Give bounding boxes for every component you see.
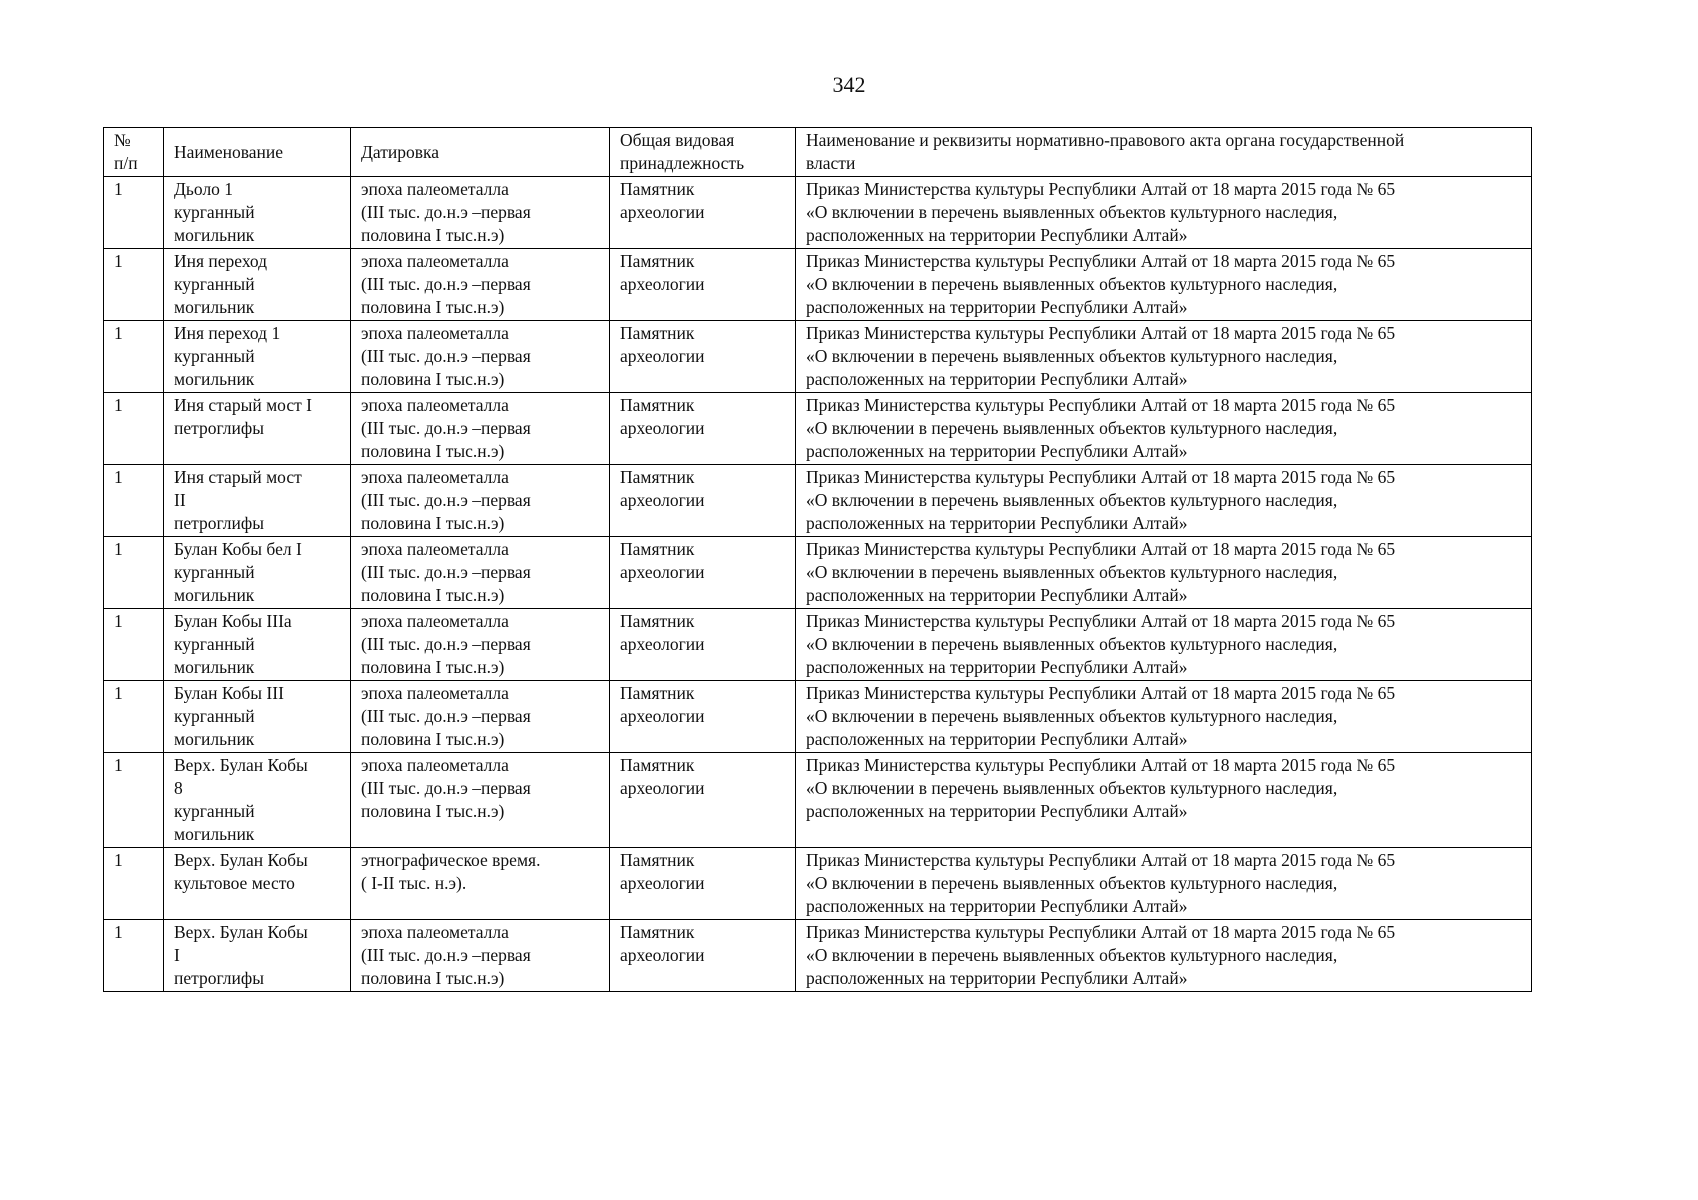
cell-name: Булан Кобы IIIа курганный могильник: [164, 609, 351, 681]
cell-dating: эпоха палеометалла (III тыс. до.н.э –первая половина I тыс.н.э): [351, 177, 610, 249]
cell-legal-act: Приказ Министерства культуры Республики Алтай от 18 марта 2015 года № 65 «О включении в перечень выявленных объектов культурного наследия, расположенных на территории Республики Алтай»: [796, 393, 1532, 465]
cell-legal-act: Приказ Министерства культуры Республики Алтай от 18 марта 2015 года № 65 «О включении в перечень выявленных объектов культурного наследия, расположенных на территории Республики Алтай»: [796, 848, 1532, 920]
cell-name: Иня переход 1 курганный могильник: [164, 321, 351, 393]
cell-number: 1: [104, 848, 164, 920]
cell-type: Памятник археологии: [610, 321, 796, 393]
cell-dating: эпоха палеометалла (III тыс. до.н.э –первая половина I тыс.н.э): [351, 920, 610, 992]
table-header-row: [104, 128, 1532, 177]
cell-name: Верх. Булан Кобы I петроглифы: [164, 920, 351, 992]
cell-dating: эпоха палеометалла (III тыс. до.н.э –первая половина I тыс.н.э): [351, 753, 610, 848]
cell-type: Памятник археологии: [610, 920, 796, 992]
cell-type: Памятник археологии: [610, 465, 796, 537]
header-dating: Датировка: [351, 128, 610, 177]
cell-number: 1: [104, 321, 164, 393]
cell-name: Иня переход курганный могильник: [164, 249, 351, 321]
cell-number: 1: [104, 681, 164, 753]
table-row: [104, 537, 1532, 609]
cell-legal-act: Приказ Министерства культуры Республики Алтай от 18 марта 2015 года № 65 «О включении в перечень выявленных объектов культурного наследия, расположенных на территории Республики Алтай»: [796, 753, 1532, 848]
cell-number: 1: [104, 393, 164, 465]
cell-dating: этнографическое время. ( I-II тыс. н.э).: [351, 848, 610, 920]
cell-number: 1: [104, 465, 164, 537]
table-row: [104, 177, 1532, 249]
cell-type: Памятник археологии: [610, 753, 796, 848]
cell-name: Иня старый мост I петроглифы: [164, 393, 351, 465]
cell-legal-act: Приказ Министерства культуры Республики Алтай от 18 марта 2015 года № 65 «О включении в перечень выявленных объектов культурного наследия, расположенных на территории Республики Алтай»: [796, 321, 1532, 393]
page-number: 342: [832, 72, 866, 97]
table-row: [104, 465, 1532, 537]
cell-type: Памятник археологии: [610, 848, 796, 920]
cell-legal-act: Приказ Министерства культуры Республики Алтай от 18 марта 2015 года № 65 «О включении в перечень выявленных объектов культурного наследия, расположенных на территории Республики Алтай»: [796, 249, 1532, 321]
table-row: [104, 393, 1532, 465]
cell-type: Памятник археологии: [610, 609, 796, 681]
table-row: [104, 609, 1532, 681]
cell-legal-act: Приказ Министерства культуры Республики Алтай от 18 марта 2015 года № 65 «О включении в перечень выявленных объектов культурного наследия, расположенных на территории Республики Алтай»: [796, 177, 1532, 249]
cell-name: Булан Кобы III курганный могильник: [164, 681, 351, 753]
cell-type: Памятник археологии: [610, 177, 796, 249]
table-row: [104, 920, 1532, 992]
table-row: [104, 249, 1532, 321]
cell-legal-act: Приказ Министерства культуры Республики Алтай от 18 марта 2015 года № 65 «О включении в перечень выявленных объектов культурного наследия, расположенных на территории Республики Алтай»: [796, 537, 1532, 609]
cell-number: 1: [104, 753, 164, 848]
table-row: [104, 848, 1532, 920]
cell-name: Верх. Булан Кобы культовое место: [164, 848, 351, 920]
cell-dating: эпоха палеометалла (III тыс. до.н.э –первая половина I тыс.н.э): [351, 465, 610, 537]
cell-legal-act: Приказ Министерства культуры Республики Алтай от 18 марта 2015 года № 65 «О включении в перечень выявленных объектов культурного наследия, расположенных на территории Республики Алтай»: [796, 609, 1532, 681]
header-name: Наименование: [164, 128, 351, 177]
cell-dating: эпоха палеометалла (III тыс. до.н.э –первая половина I тыс.н.э): [351, 321, 610, 393]
table-body: [104, 177, 1532, 992]
cell-type: Памятник археологии: [610, 681, 796, 753]
cell-number: 1: [104, 537, 164, 609]
cell-dating: эпоха палеометалла (III тыс. до.н.э –первая половина I тыс.н.э): [351, 249, 610, 321]
cell-dating: эпоха палеометалла (III тыс. до.н.э –первая половина I тыс.н.э): [351, 609, 610, 681]
heritage-objects-table: [103, 127, 1532, 992]
cell-legal-act: Приказ Министерства культуры Республики Алтай от 18 марта 2015 года № 65 «О включении в перечень выявленных объектов культурного наследия, расположенных на территории Республики Алтай»: [796, 465, 1532, 537]
cell-number: 1: [104, 920, 164, 992]
table-row: [104, 753, 1532, 848]
cell-name: Верх. Булан Кобы 8 курганный могильник: [164, 753, 351, 848]
cell-type: Памятник археологии: [610, 393, 796, 465]
cell-name: Булан Кобы бел I курганный могильник: [164, 537, 351, 609]
cell-dating: эпоха палеометалла (III тыс. до.н.э –первая половина I тыс.н.э): [351, 681, 610, 753]
cell-type: Памятник археологии: [610, 249, 796, 321]
cell-number: 1: [104, 249, 164, 321]
cell-number: 1: [104, 609, 164, 681]
table-row: [104, 681, 1532, 753]
cell-name: Иня старый мост II петроглифы: [164, 465, 351, 537]
header-type: Общая видовая принадлежность: [610, 128, 796, 177]
cell-number: 1: [104, 177, 164, 249]
cell-legal-act: Приказ Министерства культуры Республики Алтай от 18 марта 2015 года № 65 «О включении в перечень выявленных объектов культурного наследия, расположенных на территории Республики Алтай»: [796, 920, 1532, 992]
cell-dating: эпоха палеометалла (III тыс. до.н.э –первая половина I тыс.н.э): [351, 393, 610, 465]
header-number: № п/п: [104, 128, 164, 177]
table-row: [104, 321, 1532, 393]
header-legal-act: Наименование и реквизиты нормативно-правового акта органа государственной власти: [796, 128, 1532, 177]
cell-legal-act: Приказ Министерства культуры Республики Алтай от 18 марта 2015 года № 65 «О включении в перечень выявленных объектов культурного наследия, расположенных на территории Республики Алтай»: [796, 681, 1532, 753]
cell-dating: эпоха палеометалла (III тыс. до.н.э –первая половина I тыс.н.э): [351, 537, 610, 609]
cell-type: Памятник археологии: [610, 537, 796, 609]
cell-name: Дьоло 1 курганный могильник: [164, 177, 351, 249]
